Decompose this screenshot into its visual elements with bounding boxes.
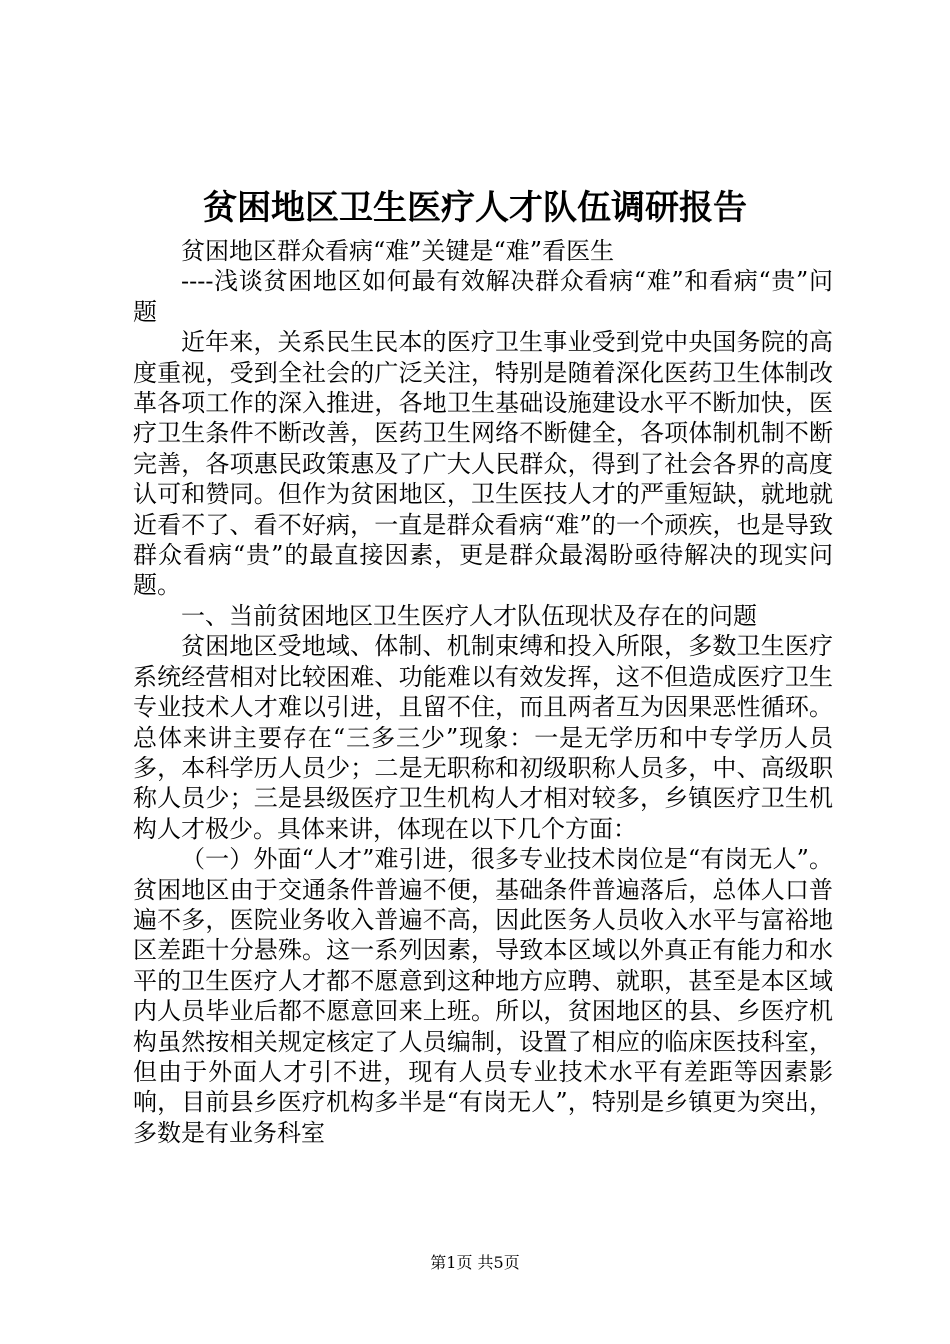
section-heading: 一、当前贫困地区卫生医疗人才队伍现状及存在的问题 (181, 601, 757, 630)
subtitle-line: 贫困地区群众看病“难”关键是“难”看医生 (181, 237, 615, 265)
subtitle-secondary: ----浅谈贫困地区如何最有效解决群众看病“难”和看病“贵”问题 (133, 267, 833, 326)
body-paragraph: （一）外面“人才”难引进，很多专业技术岗位是“有岗无人”。贫困地区由于交通条件普遍不便，基础条件普遍落后，总体人口普遍不多，医院业务收入普遍不高，因此医务人员收入水平与富裕地区差距十分悬殊。这一系列因素，导致本区域以外真正有能力和水平的卫生医疗人才都不愿意到这种地方应聘、就职，甚至是本区域内人员毕业后都不愿意回来上班。所以，贫困地区的县、乡医疗机构虽然按相关规定核定了人员编制，设置了相应的临床医技科室，但由于外面人才引不进，现有人员专业技术水平有差距等因素影响，目前县乡医疗机构多半是“有岗无人”，特别是乡镇更为突出，多数是有业务科室 (133, 845, 833, 1147)
body-paragraph: 贫困地区受地域、体制、机制束缚和投入所限，多数卫生医疗系统经营相对比较困难、功能难以有效发挥，这不但造成医疗卫生专业技术人才难以引进，且留不住，而且两者互为因果恶性循环。总体来讲主要存在“三多三少”现象：一是无学历和中专学历人员多，本科学历人员少；二是无职称和初级职称人员多，中、高级职称人员少；三是县级医疗卫生机构人才相对较多，乡镇医疗卫生机构人才极少。具体来讲，体现在以下几个方面： (133, 632, 833, 843)
page-number-footer: 第1页 共5页 (430, 1253, 520, 1272)
body-paragraph: 近年来，关系民生民本的医疗卫生事业受到党中央国务院的高度重视，受到全社会的广泛关注，特别是随着深化医药卫生体制改革各项工作的深入推进，各地卫生基础设施建设水平不断加快，医疗卫生条件不断改善，医药卫生网络不断健全，各项体制机制不断完善，各项惠民政策惠及了广大人民群众，得到了社会各界的高度认可和赞同。但作为贫困地区，卫生医技人才的严重短缺，就地就近看不了、看不好病，一直是群众看病“难”的一个顽疾，也是导致群众看病“贵”的最直接因素，更是群众最渴盼亟待解决的现实问题。 (133, 328, 833, 600)
document-title: 贫困地区卫生医疗人才队伍调研报告 (203, 188, 747, 228)
document-body (133, 236, 833, 1148)
